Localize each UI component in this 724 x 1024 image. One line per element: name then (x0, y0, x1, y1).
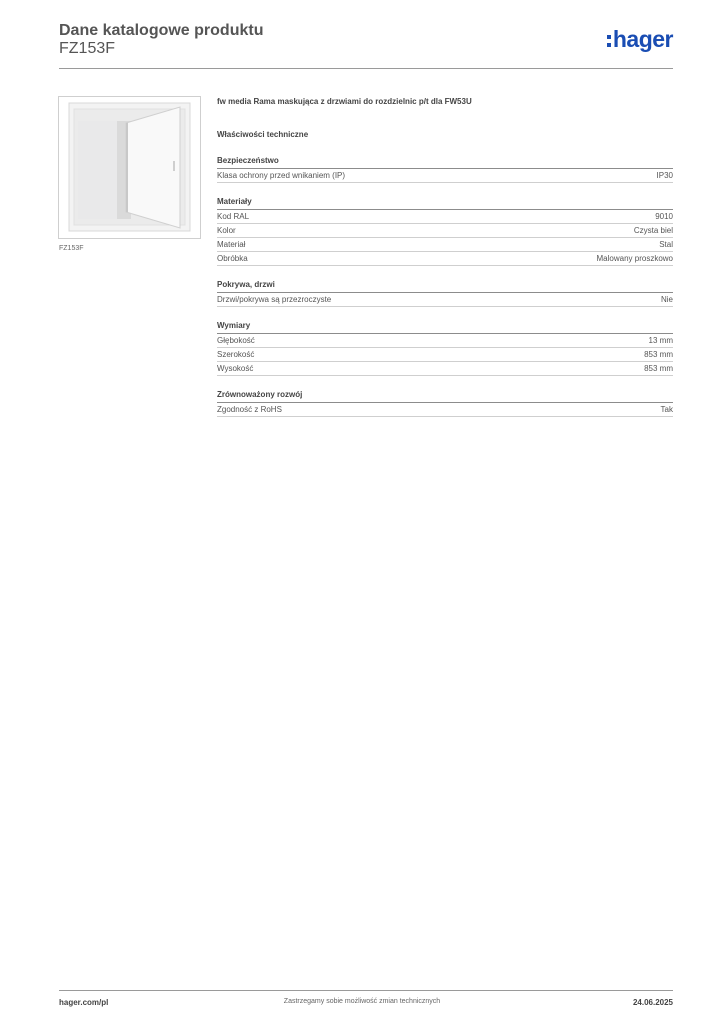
spec-section (217, 196, 673, 266)
spec-label: Klasa ochrony przed wnikaniem (IP) (217, 171, 346, 180)
image-caption: FZ153F (59, 245, 84, 252)
section-title: Pokrywa, drzwi (217, 279, 673, 293)
spec-label: Drzwi/pokrywa są przezroczyste (217, 295, 332, 304)
spec-row (217, 252, 673, 266)
product-description: fw media Rama maskująca z drzwiami do rozdzielnic p/t dla FW53U (217, 97, 472, 106)
spec-section (217, 389, 673, 417)
spec-value: IP30 (656, 171, 673, 180)
spec-label: Zgodność z RoHS (217, 405, 282, 414)
footer-date: 24.06.2025 (632, 998, 673, 1007)
spec-value: Czysta biel (633, 226, 673, 235)
footer-divider (59, 990, 673, 991)
spec-row (217, 348, 673, 362)
spec-label: Materiał (217, 240, 246, 249)
spec-section (217, 155, 673, 183)
section-title: Bezpieczeństwo (217, 155, 673, 169)
spec-value: Nie (660, 295, 673, 304)
spec-row (217, 238, 673, 252)
product-image (58, 96, 201, 239)
section-title: Zrównoważony rozwój (217, 389, 673, 403)
properties-sections (217, 155, 673, 417)
spec-label: Szerokość (217, 350, 255, 359)
hager-logo (607, 26, 673, 52)
logo-text: hager (612, 25, 673, 52)
spec-section (217, 320, 673, 376)
spec-value: 853 mm (644, 350, 673, 359)
spec-label: Kolor (217, 226, 236, 235)
spec-row (217, 403, 673, 417)
spec-value: Tak (660, 405, 673, 414)
door-frame-icon (59, 97, 200, 238)
product-details (217, 96, 673, 430)
footer-website: hager.com/pl (59, 998, 109, 1007)
spec-section (217, 279, 673, 307)
spec-label: Wysokość (217, 364, 254, 373)
logo-dots-icon (607, 35, 611, 47)
spec-row (217, 169, 673, 183)
spec-value: 13 mm (648, 336, 673, 345)
spec-row (217, 224, 673, 238)
page-title: Dane katalogowe produktu (59, 22, 264, 39)
spec-row (217, 210, 673, 224)
spec-value: 9010 (655, 212, 673, 221)
spec-label: Obróbka (217, 254, 248, 263)
page-header (59, 22, 673, 68)
spec-label: Głębokość (217, 336, 255, 345)
header-divider (59, 68, 673, 69)
spec-value: 853 mm (644, 364, 673, 373)
spec-row (217, 293, 673, 307)
spec-value: Malowany proszkowo (596, 254, 673, 263)
spec-row (217, 362, 673, 376)
section-title: Wymiary (217, 320, 673, 334)
footer-disclaimer: Zastrzegamy sobie możliwość zmian technicznych (283, 998, 441, 1005)
product-code: FZ153F (59, 40, 116, 57)
spec-row (217, 334, 673, 348)
spec-label: Kod RAL (217, 212, 250, 221)
spec-value: Stal (659, 240, 673, 249)
properties-heading: Właściwości techniczne (217, 130, 309, 139)
section-title: Materiały (217, 196, 673, 210)
